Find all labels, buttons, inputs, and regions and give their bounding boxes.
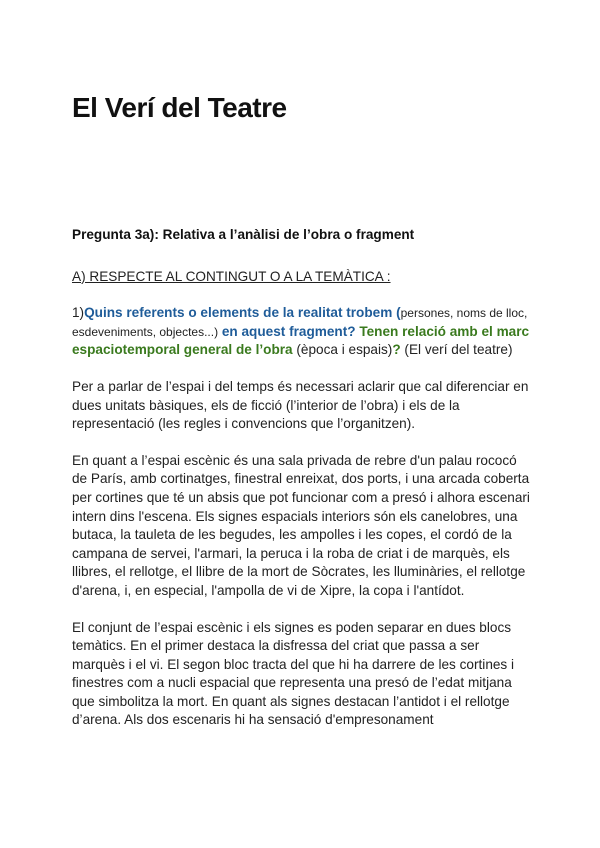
question-1-number: 1) bbox=[72, 305, 85, 321]
paragraph-space-time: Per a parlar de l’espai i del temps és necessari aclarir que cal diferenciar en dues unitats bàsiques, els de ficció (l’interior de l’obra) i els de la representació (les regles i convencions que l’organitzen). bbox=[72, 378, 529, 432]
document-title: El Verí del Teatre bbox=[72, 92, 287, 123]
question-1-work: (El verí del teatre) bbox=[400, 342, 513, 358]
section-a-heading: A) RESPECTE AL CONTINGUT O A LA TEMÀTICA : bbox=[72, 268, 391, 284]
question-1-part-c: Tenen relació amb el marc espaciotemporal general de l’obra bbox=[72, 323, 530, 358]
question-1-mark: ? bbox=[392, 342, 401, 358]
question-1-part-b: en aquest fragment? bbox=[218, 323, 360, 339]
document-body bbox=[72, 226, 532, 748]
question-1 bbox=[72, 304, 532, 360]
question-1-examples: persones, noms de lloc, esdeveniments, objectes...) bbox=[72, 306, 528, 339]
paragraph-scenic-space: En quant a l’espai escènic és una sala privada de rebre d'un palau rococó de París, amb cortinatges, finestral enreixat, dos ports, i una arcada coberta per cortines que té un absis que pot funcionar com a presó i alhora escenari intern dins l'escena. Els signes espacials interiors són els canelobres, una butaca, la tauleta de les begudes, les ampolles i les copes, el cordó de la campana de servei, l'armari, la peruca i la roba de criat i de marquès, els llibres, el rellotge, el llibre de la mort de Sòcrates, les lluminàries, el rellotge d'arena, i, en especial, l'ampolla de vi de Xipre, la copa i l'antídot. bbox=[72, 452, 530, 598]
question-1-part-a: Quins referents o elements de la realitat trobem ( bbox=[84, 305, 401, 321]
question-heading: Pregunta 3a): Relativa a l’anàlisi de l’obra o fragment bbox=[72, 227, 415, 242]
question-1-era: (època i espais) bbox=[292, 342, 393, 358]
paragraph-thematic-blocks: El conjunt de l’espai escènic i els signes es poden separar en dues blocs temàtics. En el primer destaca la disfressa del criat que passa a ser marquès i el vi. El segon bloc tracta del que hi ha darrere de les cortines i finestres com a nucli espacial que representa una presó de l’edat mitjana que simbolitza la mort. En quant als signes destacan l’antidot i el rellotge d’arena. Als dos escenaris hi ha sensació d'empresonament bbox=[72, 619, 515, 728]
